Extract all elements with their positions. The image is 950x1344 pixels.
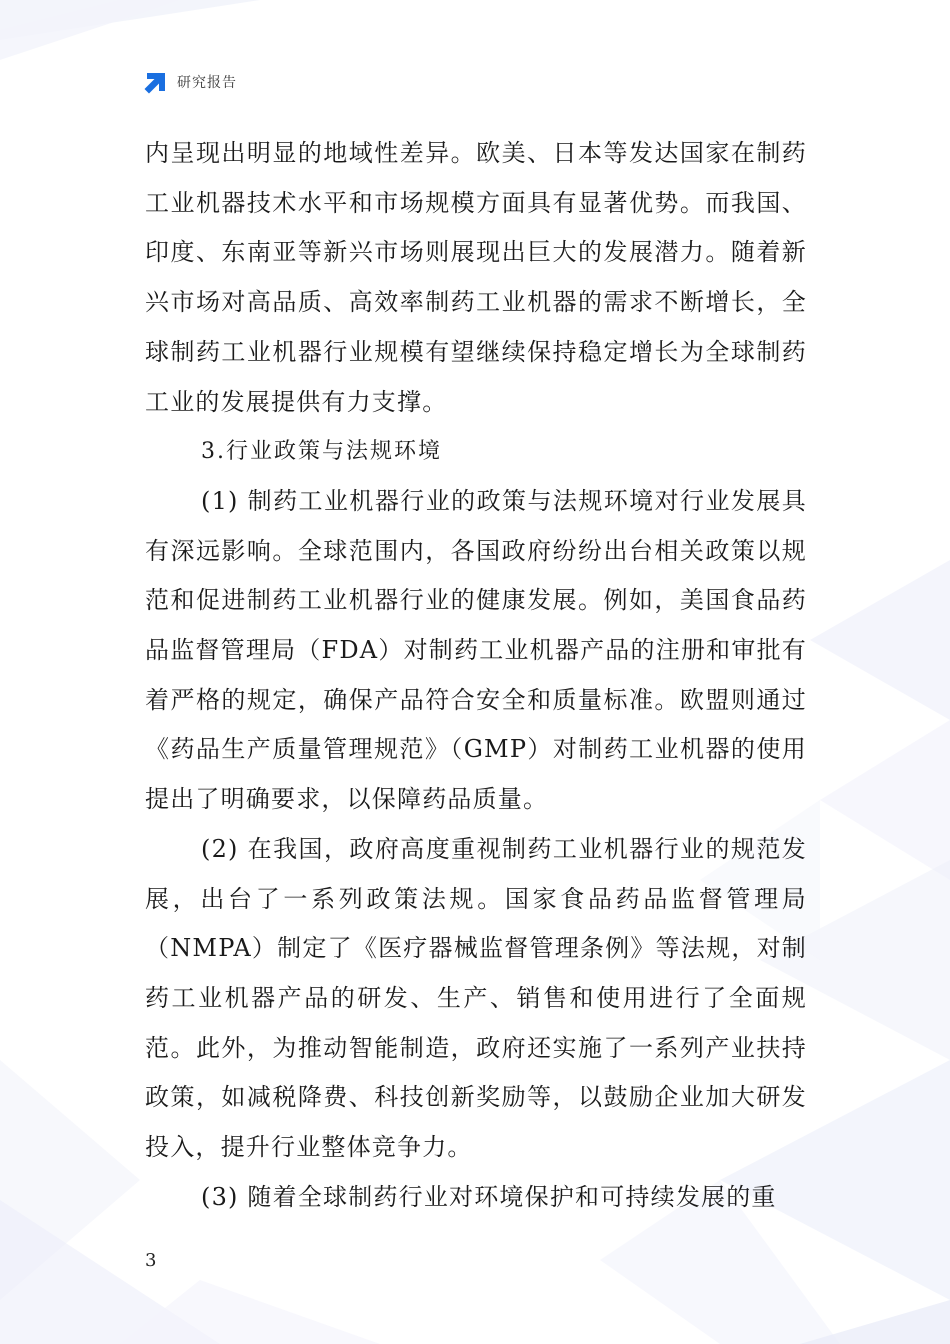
report-header bbox=[143, 68, 237, 96]
section-heading: 3.行业政策与法规环境 bbox=[201, 439, 442, 465]
paragraph: (3) 随着全球制药行业对环境保护和可持续发展的重 bbox=[201, 1182, 777, 1211]
paragraph: (1) 制药工业机器行业的政策与法规环境对行业发展具有深远影响。全球范围内，各国政府纷纷出台相关政策以规范和促进制药工业机器行业的健康发展。例如，美国食品药品监督管理局（FDA）对制药工业机器产品的注册和审批有着严格的规定，确保产品符合安全和质量标准。欧盟则通过《药品生产质量管理规范》（GMP）对制药工业机器的使用提出了明确要求，以保障药品质量。 bbox=[145, 486, 807, 814]
document-body bbox=[145, 129, 807, 1222]
arrow-up-right-icon bbox=[143, 69, 169, 95]
page-number: 3 bbox=[145, 1250, 157, 1271]
paragraph: (2) 在我国，政府高度重视制药工业机器行业的规范发展，出台了一系列政策法规。国家食品药品监督管理局（NMPA）制定了《医疗器械监督管理条例》等法规，对制药工业机器产品的研发、生产、销售和使用进行了全面规范。此外，为推动智能制造，政府还实施了一系列产业扶持政策，如减税降费、科技创新奖励等，以鼓励企业加大研发投入，提升行业整体竞争力。 bbox=[145, 834, 807, 1162]
paragraph: 内呈现出明显的地域性差异。欧美、日本等发达国家在制药工业机器技术水平和市场规模方面具有显著优势。而我国、印度、东南亚等新兴市场则展现出巨大的发展潜力。随着新兴市场对高品质、高效率制药工业机器的需求不断增长，全球制药工业机器行业规模有望继续保持稳定增长为全球制药工业的发展提供有力支撑。 bbox=[145, 139, 807, 416]
header-title: 研究报告 bbox=[177, 75, 237, 91]
